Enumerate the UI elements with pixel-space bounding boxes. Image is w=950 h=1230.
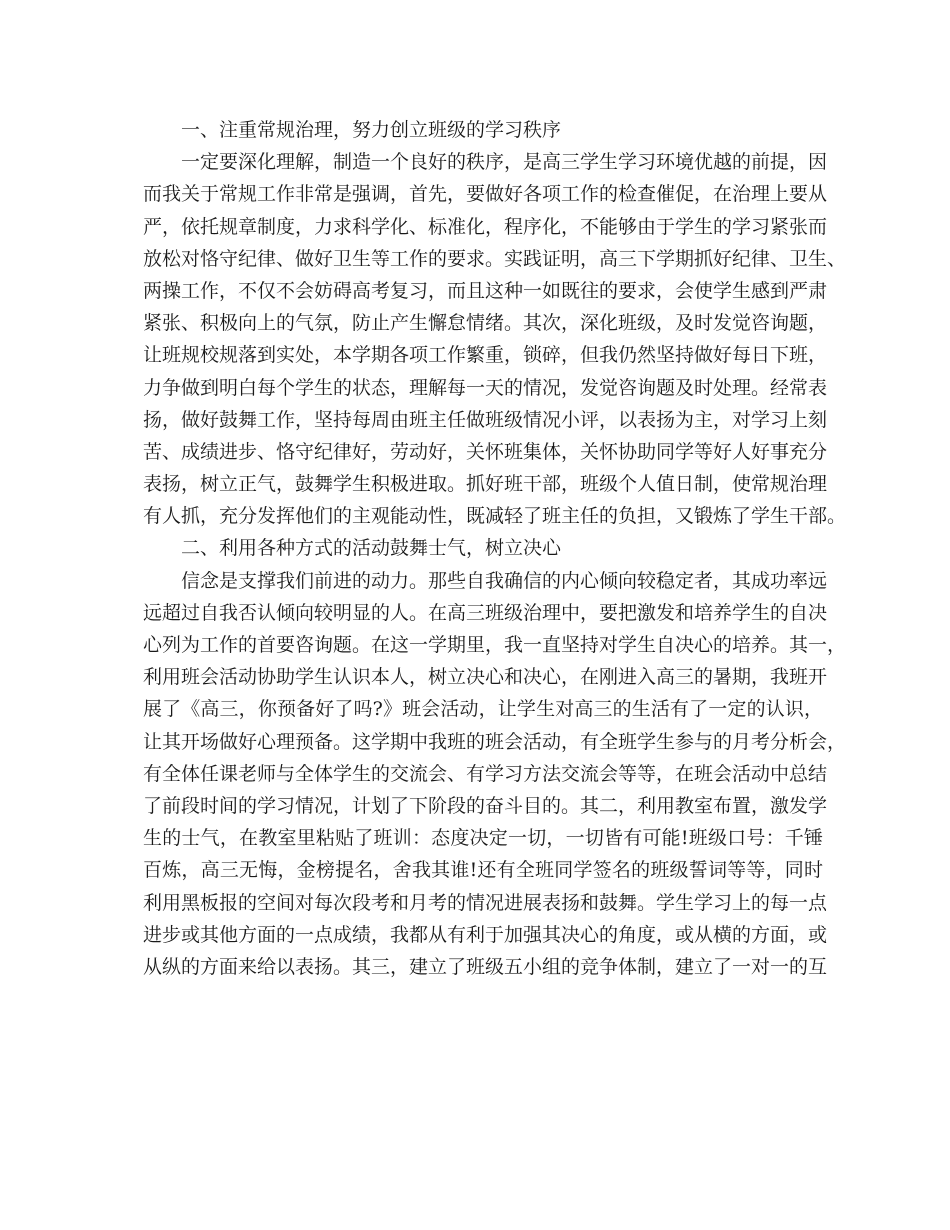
section-heading-1: 一、注重常规治理，努力创立班级的学习秩序 <box>181 119 562 141</box>
paragraph-line: 了前段时间的学习情况，计划了下阶段的奋斗目的。其二，利用教室布置，激发学 <box>143 794 828 817</box>
paragraph-line: 信念是支撑我们前进的动力。那些自我确信的内心倾向较稳定者，其成功率远 <box>181 569 828 592</box>
paragraph-line: 从纵的方面来给以表扬。其三，建立了班级五小组的竞争体制，建立了一对一的互 <box>143 955 828 978</box>
paragraph-line: 紧张、积极向上的气氛，防止产生懈怠情绪。其次，深化班级，及时发觉咨询题， <box>143 312 828 335</box>
paragraph-line: 有人抓，充分发挥他们的主观能动性，既减轻了班主任的负担，又锻炼了学生干部。 <box>143 505 847 528</box>
paragraph-line: 力争做到明白每个学生的状态，理解每一天的情况，发觉咨询题及时处理。经常表 <box>143 376 828 399</box>
paragraph-line: 远超过自我否认倾向较明显的人。在高三班级治理中，要把激发和培养学生的自决 <box>143 601 828 624</box>
paragraph-line: 生的士气，在教室里粘贴了班训：态度决定一切，一切皆有可能!班级口号：千锤 <box>143 827 823 850</box>
section-heading-2: 二、利用各种方式的活动鼓舞士气，树立决心 <box>181 537 562 560</box>
paragraph-line: 利用班会活动协助学生认识本人，树立决心和决心，在刚进入高三的暑期，我班开 <box>143 666 828 689</box>
paragraph-line: 一定要深化理解，制造一个良好的秩序，是高三学生学习环境优越的前提，因 <box>181 151 828 174</box>
paragraph-line: 苦、成绩进步、恪守纪律好，劳动好，关怀班集体，关怀协助同学等好人好事充分 <box>143 440 828 463</box>
paragraph-line: 心列为工作的首要咨询题。在这一学期里，我一直坚持对学生自决心的培养。其一， <box>143 634 847 656</box>
paragraph-line: 让其开场做好心理预备。这学期中我班的班会活动，有全班学生参与的月考分析会， <box>143 730 847 753</box>
paragraph-line: 百炼，高三无悔，金榜提名，舍我其谁!还有全班同学签名的班级誓词等等，同时 <box>143 859 823 882</box>
paragraph-line: 利用黑板报的空间对每次段考和月考的情况进展表扬和鼓舞。学生学习上的每一点 <box>143 891 828 914</box>
paragraph-line: 展了《高三，你预备好了吗?》班会活动，让学生对高三的生活有了一定的认识， <box>143 698 823 721</box>
paragraph-line: 有全体任课老师与全体学生的交流会、有学习方法交流会等等，在班会活动中总结 <box>143 762 828 785</box>
paragraph-line: 扬，做好鼓舞工作，坚持每周由班主任做班级情况小评，以表扬为主，对学习上刻 <box>143 408 828 431</box>
paragraph-line: 表扬，树立正气，鼓舞学生积极进取。抓好班干部，班级个人值日制，使常规治理 <box>143 473 828 496</box>
paragraph-line: 让班规校规落到实处，本学期各项工作繁重，锁碎，但我仍然坚持做好每日下班， <box>143 344 828 367</box>
paragraph-line: 而我关于常规工作非常是强调，首先，要做好各项工作的检查催促，在治理上要从 <box>143 183 828 206</box>
document-body <box>143 114 847 983</box>
paragraph-line: 两操工作，不仅不会妨碍高考复习，而且这种一如既往的要求，会使学生感到严肃 <box>143 279 828 302</box>
paragraph-line: 进步或其他方面的一点成绩，我都从有利于加强其决心的角度，或从横的方面，或 <box>143 923 828 946</box>
paragraph-line: 严，依托规章制度，力求科学化、标准化，程序化，不能够由于学生的学习紧张而 <box>143 215 828 238</box>
paragraph-line: 放松对恪守纪律、做好卫生等工作的要求。实践证明，高三下学期抓好纪律、卫生、 <box>143 247 847 270</box>
